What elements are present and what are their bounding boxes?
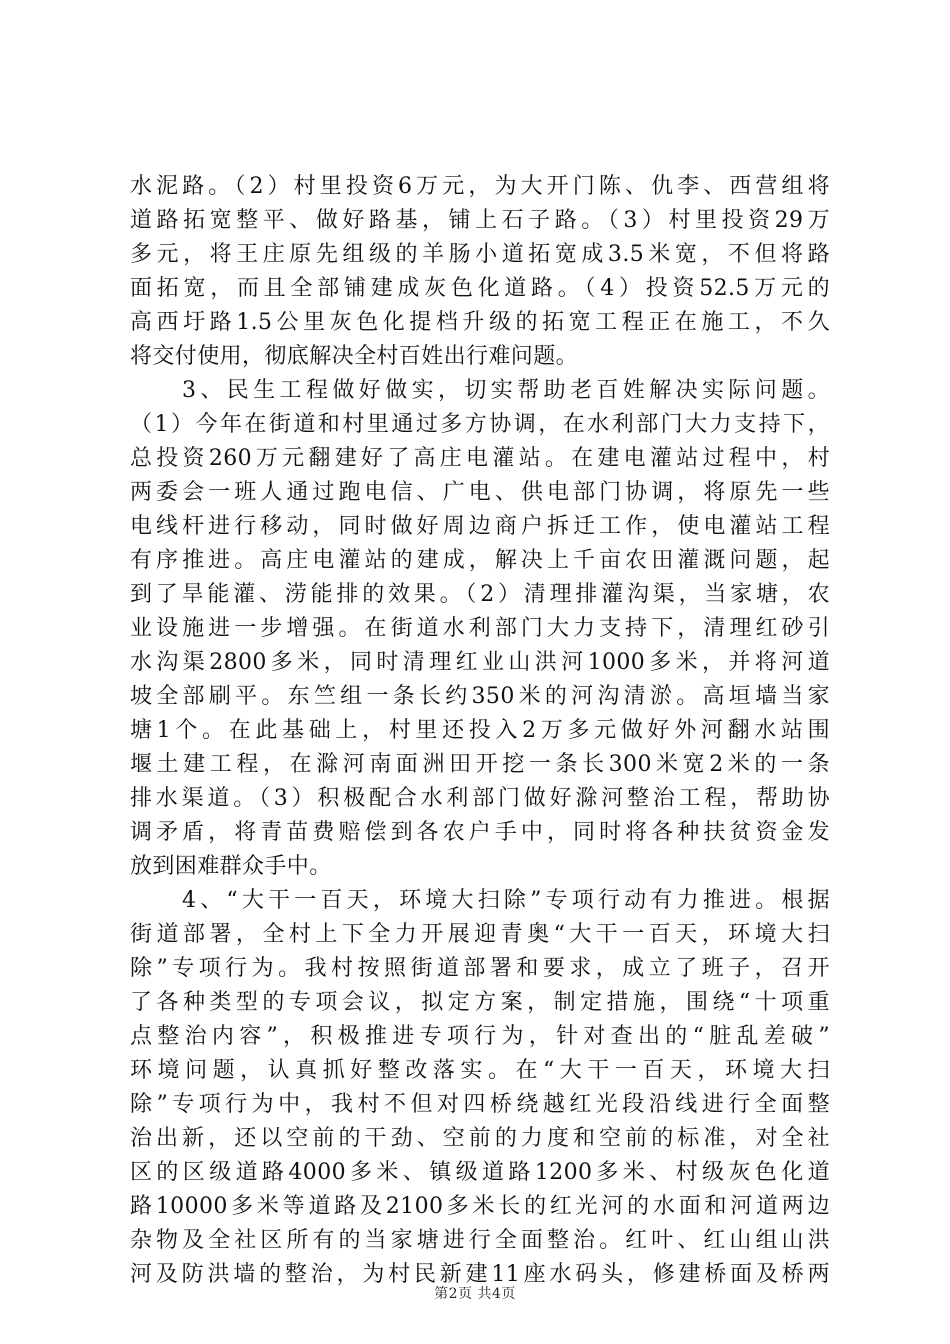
page-footer: 第2页 共4页	[434, 1286, 516, 1302]
text-line: 将交付使用，彻底解决全村百姓出行难问题。	[130, 344, 579, 369]
text-line: 点整治内容”，积极推进专项行为，针对查出的“脏乱差破”	[130, 1024, 830, 1049]
text-line: 塘1个。在此基础上，村里还投入2万多元做好外河翻水站围	[130, 718, 830, 743]
text-line: 杂物及全社区所有的当家塘进行全面整治。红叶、红山组山洪	[130, 1228, 830, 1253]
text-line: 3、民生工程做好做实，切实帮助老百姓解决实际问题。	[182, 378, 830, 403]
text-line: 高西圩路1.5公里灰色化提档升级的拓宽工程正在施工，不久	[130, 310, 830, 335]
text-line: 排水渠道。（3）积极配合水利部门做好滁河整治工程，帮助协	[130, 786, 830, 811]
text-line: 两委会一班人通过跑电信、广电、供电部门协调，将原先一些	[130, 480, 830, 505]
text-line: 街道部署，全村上下全力开展迎青奥“大干一百天，环境大扫	[130, 922, 830, 947]
text-line: 区的区级道路4000多米、镇级道路1200多米、村级灰色化道	[130, 1160, 830, 1185]
text-line: 除”专项行为。我村按照街道部署和要求，成立了班子，召开	[130, 956, 830, 981]
text-line: 到了旱能灌、涝能排的效果。（2）清理排灌沟渠，当家塘，农	[130, 582, 830, 607]
text-line: 4、“大干一百天，环境大扫除”专项行动有力推进。根据	[182, 888, 830, 913]
text-line: （1）今年在街道和村里通过多方协调，在水利部门大力支持下，	[130, 412, 830, 437]
text-line: 河及防洪墙的整治，为村民新建11座水码头，修建桥面及桥两	[130, 1262, 830, 1287]
text-line: 堰土建工程，在滁河南面洲田开挖一条长300米宽2米的一条	[130, 752, 830, 777]
text-line: 除”专项行为中，我村不但对四桥绕越红光段沿线进行全面整	[130, 1092, 830, 1117]
text-line: 了各种类型的专项会议，拟定方案，制定措施，围绕“十项重	[130, 990, 830, 1015]
text-line: 道路拓宽整平、做好路基，铺上石子路。（3）村里投资29万	[130, 208, 830, 233]
text-line: 业设施进一步增强。在街道水利部门大力支持下，清理红砂引	[130, 616, 830, 641]
text-line: 总投资260万元翻建好了高庄电灌站。在建电灌站过程中，村	[130, 446, 830, 471]
body-text	[130, 170, 830, 1292]
text-line: 水沟渠2800多米，同时清理红业山洪河1000多米，并将河道	[130, 650, 830, 675]
text-line: 有序推进。高庄电灌站的建成，解决上千亩农田灌溉问题，起	[130, 548, 830, 573]
text-line: 水泥路。（2）村里投资6万元，为大开门陈、仇李、西营组将	[130, 174, 830, 199]
text-line: 多元，将王庄原先组级的羊肠小道拓宽成3.5米宽，不但将路	[130, 242, 830, 267]
text-line: 治出新，还以空前的干劲、空前的力度和空前的标准，对全社	[130, 1126, 830, 1151]
text-line: 路10000多米等道路及2100多米长的红光河的水面和河道两边	[130, 1194, 830, 1219]
text-line: 调矛盾，将青苗费赔偿到各农户手中，同时将各种扶贫资金发	[130, 820, 830, 845]
text-line: 放到困难群众手中。	[130, 854, 332, 879]
text-line: 面拓宽，而且全部铺建成灰色化道路。（4）投资52.5万元的	[130, 276, 830, 301]
text-line: 环境问题，认真抓好整改落实。在“大干一百天，环境大扫	[130, 1058, 830, 1083]
text-line: 电线杆进行移动，同时做好周边商户拆迁工作，使电灌站工程	[130, 514, 830, 539]
text-line: 坡全部刷平。东竺组一条长约350米的河沟清淤。高垣墙当家	[130, 684, 830, 709]
